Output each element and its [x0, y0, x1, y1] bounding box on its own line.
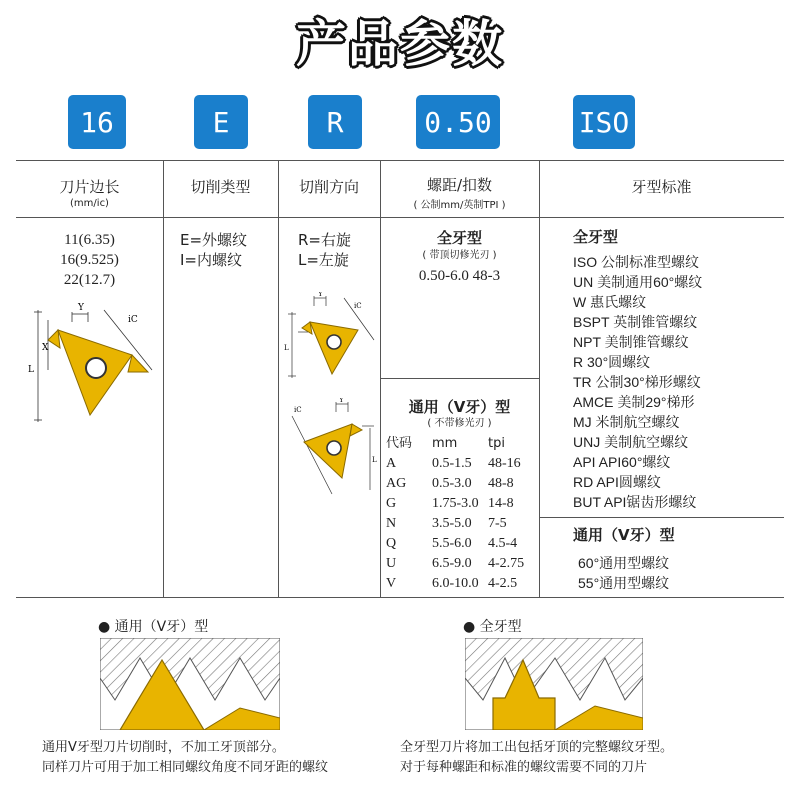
list-item: RD API圆螺纹 — [573, 474, 661, 490]
table-row — [386, 454, 536, 474]
header-cut-type: 切削类型 — [190, 178, 251, 196]
list-item: TR 公制30°梯形螺纹 — [573, 374, 701, 390]
table-row — [386, 554, 536, 574]
full-profile-title: 全牙型 — [436, 229, 482, 247]
v-profile-table-header — [386, 434, 536, 454]
table-row — [386, 494, 536, 514]
table-bottom-border — [16, 597, 784, 598]
diagram-label-y: Y — [78, 303, 84, 313]
cut-type-item: E=外螺纹 — [180, 231, 248, 249]
list-item: R 30°圆螺纹 — [573, 354, 651, 370]
cell-mm: 6.0-10.0 — [432, 576, 479, 591]
list-item: ISO 公制标准型螺纹 — [573, 254, 700, 270]
bottom-left-caption — [42, 738, 328, 778]
cut-type-list — [180, 230, 247, 270]
cell-code: N — [386, 516, 397, 531]
full-profile-note: ( 带顶切修光刃 ) — [422, 250, 497, 261]
list-item: MJ 米制航空螺纹 — [573, 414, 680, 430]
cell-mm: 0.5-1.5 — [432, 456, 472, 471]
table-row — [386, 514, 536, 534]
cell-mm: 3.5-5.0 — [432, 516, 472, 531]
code-box-type: E — [194, 95, 248, 149]
cut-dir-list — [298, 230, 351, 270]
list-item: 60°通用型螺纹 — [578, 555, 670, 571]
header-standard: 牙型标准 — [631, 178, 692, 196]
diagram-label-y: Y — [318, 292, 323, 298]
header-edge-unit: (mm/ic) — [70, 198, 109, 209]
caption-line: 对于每种螺距和标准的螺纹需要不同的刀片 — [400, 760, 648, 775]
cell-code: V — [386, 576, 397, 591]
v-profile-thread-diagram — [100, 638, 280, 730]
col-tpi: tpi — [488, 436, 505, 451]
cell-tpi: 7-5 — [488, 516, 507, 531]
list-item: UN 美制通用60°螺纹 — [573, 274, 703, 290]
list-item: W 惠氏螺纹 — [573, 294, 647, 310]
table-header-border — [16, 217, 784, 218]
v-profile-note: ( 不带修光刃 ) — [427, 418, 492, 429]
edge-value: 22(12.7) — [63, 272, 116, 288]
cut-dir-item: R=右旋 — [298, 231, 351, 249]
col-divider-2 — [278, 160, 279, 597]
cell-tpi: 14-8 — [488, 496, 514, 511]
standards-v-list — [578, 553, 669, 593]
cell-mm: 6.5-9.0 — [432, 556, 472, 571]
cell-mm: 5.5-6.0 — [432, 536, 472, 551]
pitch-split-line — [380, 378, 539, 379]
diagram-label-ic: iC — [294, 406, 302, 414]
cell-code: U — [386, 556, 397, 571]
diagram-label-l: L — [284, 344, 289, 352]
cell-tpi: 48-8 — [488, 476, 514, 491]
cell-tpi: 4-2.5 — [488, 576, 518, 591]
cut-dir-item: L=左旋 — [298, 251, 349, 269]
table-top-border — [16, 160, 784, 161]
cell-code: A — [386, 456, 397, 471]
table-row — [386, 574, 536, 594]
table-row — [386, 474, 536, 494]
code-box-dir: R — [308, 95, 362, 149]
header-pitch: 螺距/扣数 — [426, 176, 493, 194]
full-profile-range: 0.50-6.0 48-3 — [418, 268, 501, 284]
standards-full-heading: 全牙型 — [573, 228, 619, 246]
col-mm: mm — [432, 436, 458, 451]
list-item: UNJ 美制航空螺纹 — [573, 434, 689, 450]
diagram-label-l: L — [28, 365, 34, 375]
bottom-left-title: ● 通用（V牙）型 — [98, 619, 209, 635]
standards-full-list — [573, 252, 702, 512]
page-title: 产品参数 — [296, 15, 504, 73]
cell-mm: 1.75-3.0 — [432, 496, 479, 511]
full-profile-thread-diagram — [465, 638, 643, 730]
standards-v-title — [573, 525, 675, 545]
header-edge: 刀片边长 — [59, 178, 120, 196]
col-divider-1 — [163, 160, 164, 597]
v-profile-title: 通用（V牙）型 — [408, 398, 511, 416]
table-row — [386, 534, 536, 554]
right-hand-insert-diagram — [284, 292, 378, 384]
diagram-label-x: X — [42, 343, 49, 353]
list-item: NPT 美制锥管螺纹 — [573, 334, 689, 350]
v-profile-table — [386, 434, 536, 594]
header-pitch-unit: ( 公制mm/英制TPI ) — [413, 200, 506, 211]
caption-line: 通用V牙型刀片切削时，不加工牙顶部分。 — [42, 740, 285, 755]
cell-tpi: 4.5-4 — [488, 536, 518, 551]
list-item: BUT API锯齿形螺纹 — [573, 494, 697, 510]
edge-value: 16(9.525) — [60, 252, 119, 268]
diagram-label-l: L — [372, 456, 377, 464]
standards-full-title — [573, 227, 618, 247]
col-code: 代码 — [386, 436, 413, 451]
edge-value: 11(6.35) — [64, 232, 115, 248]
v-profile-pitch — [380, 397, 539, 431]
bottom-right-caption — [400, 738, 673, 778]
diagram-label-ic: iC — [354, 302, 362, 310]
diagram-label-y: Y — [339, 398, 344, 404]
header-cut-dir: 切削方向 — [298, 178, 359, 196]
diagram-label-ic: iC — [128, 315, 138, 325]
cut-type-item: I=内螺纹 — [180, 251, 242, 269]
cell-code: G — [386, 496, 397, 511]
full-profile-pitch — [380, 228, 539, 286]
list-item: 55°通用型螺纹 — [578, 575, 670, 591]
triangle-insert-diagram — [20, 300, 160, 430]
cell-tpi: 48-16 — [488, 456, 521, 471]
cell-code: AG — [386, 476, 407, 491]
standards-v-heading: 通用（V牙）型 — [573, 526, 675, 544]
standard-split-line — [539, 517, 784, 518]
code-box-standard: ISO — [573, 95, 635, 149]
code-box-edge: 16 — [68, 95, 126, 149]
edge-value-list — [16, 230, 163, 290]
cell-code: Q — [386, 536, 397, 551]
list-item: BSPT 英制锥管螺纹 — [573, 314, 698, 330]
bottom-right-title: ● 全牙型 — [463, 619, 522, 635]
col-divider-4 — [539, 160, 540, 597]
code-box-pitch: 0.50 — [416, 95, 500, 149]
left-hand-insert-diagram — [284, 398, 378, 498]
cell-mm: 0.5-3.0 — [432, 476, 472, 491]
list-item: AMCE 美制29°梯形 — [573, 394, 695, 410]
caption-line: 同样刀片可用于加工相同螺纹角度不同牙距的螺纹 — [42, 760, 329, 775]
caption-line: 全牙型刀片将加工出包括牙顶的完整螺纹牙型。 — [400, 740, 674, 755]
cell-tpi: 4-2.75 — [488, 556, 525, 571]
list-item: API API60°螺纹 — [573, 454, 671, 470]
